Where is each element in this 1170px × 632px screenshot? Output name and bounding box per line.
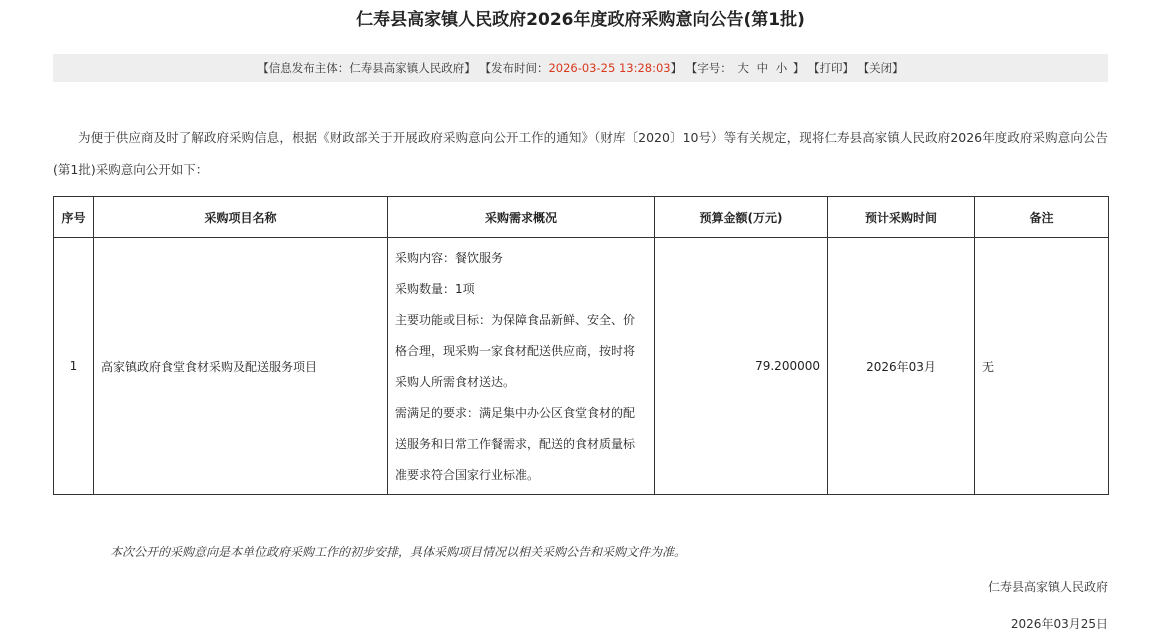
requirement-line: 采购数量：1项	[395, 282, 475, 296]
publisher-prefix: 【信息发布主体：	[257, 61, 350, 75]
requirement-line: 格合理，现采购一家食材配送供应商，按时将	[395, 344, 636, 358]
header-time: 预计采购时间	[828, 197, 975, 238]
font-size-small-link[interactable]: 小	[775, 61, 788, 75]
procurement-table	[53, 196, 1109, 495]
time-prefix: 【发布时间：	[479, 61, 549, 75]
time-suffix: 】	[670, 61, 683, 75]
close-link[interactable]: 【关闭】	[857, 61, 904, 75]
requirement-line: 送服务和日常工作餐需求，配送的食材质量标	[395, 437, 636, 451]
publish-time: 2026-03-25 13:28:03	[548, 61, 671, 75]
cell-remark: 无	[975, 238, 1109, 495]
requirement-line: 采购内容：餐饮服务	[395, 251, 504, 265]
header-index: 序号	[54, 197, 94, 238]
requirement-line: 准要求符合国家行业标准。	[395, 468, 540, 482]
header-requirement: 采购需求概况	[388, 197, 655, 238]
footer-note: 本次公开的采购意向是本单位政府采购工作的初步安排，具体采购项目情况以相关采购公告和采购文件为准。	[110, 545, 687, 559]
announcement-page	[53, 0, 1108, 632]
header-remark: 备注	[975, 197, 1109, 238]
header-project-name: 采购项目名称	[94, 197, 388, 238]
cell-requirement	[388, 238, 655, 495]
font-size-prefix: 【字号：	[685, 61, 732, 75]
table-header-row	[54, 197, 1109, 238]
print-link[interactable]: 【打印】	[808, 61, 855, 75]
page-title: 仁寿县高家镇人民政府2026年度政府采购意向公告(第1批)	[356, 10, 805, 30]
font-size-medium-link[interactable]: 中	[756, 61, 769, 75]
publisher-name: 仁寿县高家镇人民政府	[349, 61, 465, 75]
cell-time: 2026年03月	[828, 238, 975, 495]
font-size-large-link[interactable]: 大	[737, 61, 749, 75]
cell-budget: 79.200000	[655, 238, 828, 495]
cell-index: 1	[54, 238, 94, 495]
signature-org: 仁寿县高家镇人民政府	[987, 580, 1108, 594]
intro-paragraph: 为便于供应商及时了解政府采购信息，根据《财政部关于开展政府采购意向公开工作的通知》（财库〔2020〕10号）等有关规定，现将仁寿县高家镇人民政府2026年度政府采购意向公告(第1批)采购意向公开如下：	[53, 130, 1108, 177]
table-row	[54, 238, 1109, 495]
font-size-suffix: 】	[792, 61, 805, 75]
signature-date: 2026年03月25日	[1010, 617, 1108, 631]
info-bar	[53, 54, 1108, 82]
requirement-line: 主要功能或目标：为保障食品新鲜、安全、价	[395, 313, 636, 327]
header-budget: 预算金额(万元)	[655, 197, 828, 238]
requirement-line: 需满足的要求：满足集中办公区食堂食材的配	[395, 406, 636, 420]
requirement-line: 采购人所需食材送达。	[395, 375, 516, 389]
cell-project-name: 高家镇政府食堂食材采购及配送服务项目	[94, 238, 388, 495]
publisher-suffix: 】	[464, 61, 476, 75]
